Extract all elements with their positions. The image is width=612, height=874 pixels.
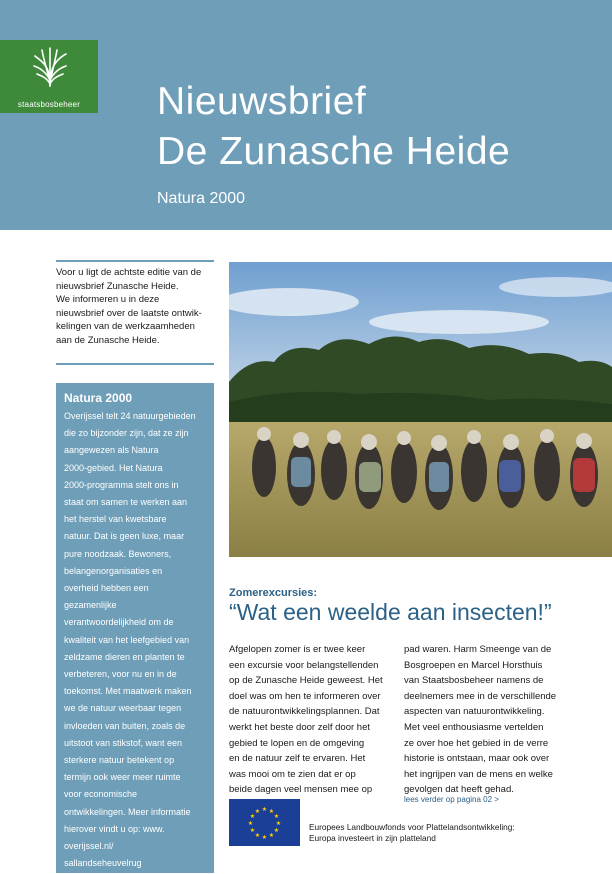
intro-bottom-divider bbox=[56, 363, 214, 365]
sidebar-title: Natura 2000 bbox=[64, 391, 133, 405]
intro-top-divider bbox=[56, 260, 214, 262]
header-banner bbox=[0, 0, 612, 230]
sidebar-line: overijssel.nl/ bbox=[64, 841, 114, 852]
intro-line: We informeren u in deze bbox=[56, 294, 160, 306]
sidebar-line: invloeden van buiten, zoals de bbox=[64, 720, 186, 731]
sidebar-line: die zo bijzonder zijn, dat ze zijn bbox=[64, 428, 189, 439]
sidebar-line: we de natuur weerbaar tegen bbox=[64, 703, 182, 714]
sidebar-line: 2000-programma stelt ons in bbox=[64, 479, 179, 490]
article-kicker: Zomerexcursies: bbox=[229, 587, 318, 599]
sidebar-line: hierover vindt u op: www. bbox=[64, 823, 165, 834]
article-line: Afgelopen zomer is er twee keer bbox=[229, 644, 366, 655]
article-line: het ingrijpen van de mens en welke bbox=[404, 768, 553, 780]
article-line: pad waren. Harm Smeenge van de bbox=[404, 644, 552, 655]
article-column-right bbox=[404, 642, 582, 798]
eu-funding-line: Europa investeert in zijn platteland bbox=[309, 833, 436, 843]
sidebar-line: belangenorganisaties en bbox=[64, 565, 163, 576]
svg-text:★: ★ bbox=[261, 806, 268, 813]
sidebar-line: aangewezen als Natura bbox=[64, 445, 159, 456]
read-more-link[interactable]: lees verder op pagina 02 > bbox=[404, 795, 499, 804]
svg-text:★: ★ bbox=[249, 827, 256, 834]
article-line: historie is ontstaan, maar ook over bbox=[404, 753, 550, 765]
article-line: op de Zunasche Heide geweest. Het bbox=[229, 675, 383, 687]
sidebar-line: sterkere natuur betekent op bbox=[64, 755, 175, 766]
article-headline: “Wat een weelde aan insecten!” bbox=[229, 599, 552, 625]
svg-text:★: ★ bbox=[268, 832, 275, 839]
intro-line: nieuwsbrief Zunasche Heide. bbox=[56, 280, 179, 292]
article-line: ze over hoe het gebied in de verre bbox=[404, 737, 549, 749]
sidebar-line: 2000-gebied. Het Natura bbox=[64, 462, 163, 473]
article-line: deelnemers mee in de verschillende bbox=[404, 690, 557, 702]
svg-text:★: ★ bbox=[268, 808, 275, 815]
article-line: doel was om hen te informeren over bbox=[229, 690, 381, 702]
svg-text:★: ★ bbox=[273, 827, 280, 834]
sidebar-line: pure noodzaak. Bewoners, bbox=[64, 548, 172, 559]
article-line: van Staatsbosbeheer namens de bbox=[404, 675, 544, 687]
sidebar-line: overheid hebben een bbox=[64, 583, 149, 594]
intro-line: nieuwsbrief over de laatste ontwik- bbox=[56, 307, 202, 319]
intro-text bbox=[56, 266, 216, 348]
svg-text:★: ★ bbox=[247, 820, 254, 827]
svg-text:★: ★ bbox=[254, 808, 261, 815]
newsletter-title-line2: De Zunasche Heide bbox=[157, 130, 511, 173]
natura-2000-sidebar bbox=[56, 383, 214, 873]
intro-line: kelingen van de werkzaamheden bbox=[56, 321, 195, 333]
newsletter-title-line1: Nieuwsbrief bbox=[157, 80, 367, 123]
svg-text:★: ★ bbox=[261, 834, 268, 841]
article-line: een excursie voor belangstellenden bbox=[229, 659, 379, 671]
sidebar-line: termijn ook weer meer ruimte bbox=[64, 772, 181, 783]
sidebar-line: zeldzame dieren en planten te bbox=[64, 651, 185, 662]
article-line: Bosgroepen en Marcel Horsthuis bbox=[404, 659, 543, 671]
sidebar-line: het herstel van kwetsbare bbox=[64, 514, 167, 525]
newsletter-subtitle: Natura 2000 bbox=[157, 190, 246, 207]
intro-line: aan de Zunasche Heide. bbox=[56, 334, 160, 346]
sidebar-line: kwaliteit van het leefgebied van bbox=[64, 634, 190, 645]
sidebar-line: verantwoordelijkheid om de bbox=[64, 617, 174, 628]
article-line: beide dagen veel mensen mee op bbox=[229, 784, 373, 796]
article-line: de natuurontwikkelingsplannen. Dat bbox=[229, 706, 380, 718]
article-line: Met veel enthousiasme vertelden bbox=[404, 721, 544, 733]
article-line: aspecten van natuurontwikkeling. bbox=[404, 706, 545, 718]
sidebar-line: natuur. Dat is geen luxe, maar bbox=[64, 531, 185, 542]
tree-icon bbox=[32, 46, 68, 88]
svg-text:★: ★ bbox=[249, 813, 256, 820]
svg-text:★: ★ bbox=[273, 813, 280, 820]
sidebar-line: toekomst. Met maatwerk maken bbox=[64, 686, 192, 697]
eu-funding-line: Europees Landbouwfonds voor Plattelandsontwikkeling: bbox=[309, 822, 515, 832]
eu-funding-note bbox=[309, 822, 515, 844]
excursion-group-photo bbox=[229, 262, 612, 557]
article-column-left bbox=[229, 642, 407, 798]
intro-line: Voor u ligt de achtste editie van de bbox=[56, 267, 202, 278]
article-line: gebied te lopen en de omgeving bbox=[229, 737, 365, 749]
eu-flag-icon bbox=[229, 799, 300, 846]
sidebar-line: staat om samen te werken aan bbox=[64, 497, 188, 508]
svg-text:★: ★ bbox=[254, 832, 261, 839]
sidebar-line: sallandseheuvelrug bbox=[64, 858, 142, 869]
article-line: werkt het beste door zelf door het bbox=[229, 721, 370, 733]
sidebar-line: uitstoot van stikstof, want een bbox=[64, 737, 183, 748]
sidebar-line: Overijssel telt 24 natuurgebieden bbox=[64, 411, 196, 421]
sidebar-line: gezamenlijke bbox=[64, 600, 117, 611]
sidebar-line: verbeteren, voor nu en in de bbox=[64, 669, 177, 680]
sidebar-line: ontwikkelingen. Meer informatie bbox=[64, 806, 191, 817]
staatsbosbeheer-logo[interactable] bbox=[0, 40, 98, 113]
svg-text:★: ★ bbox=[275, 820, 282, 827]
article-line: gevolgen dat heeft gehad. bbox=[404, 784, 514, 796]
article-line: en de natuur zelf te ervaren. Het bbox=[229, 753, 366, 765]
sidebar-line: voor economische bbox=[64, 789, 138, 800]
logo-wordmark: staatsbosbeheer bbox=[17, 100, 81, 109]
article-line: was mooi om te zien dat er op bbox=[229, 768, 356, 780]
